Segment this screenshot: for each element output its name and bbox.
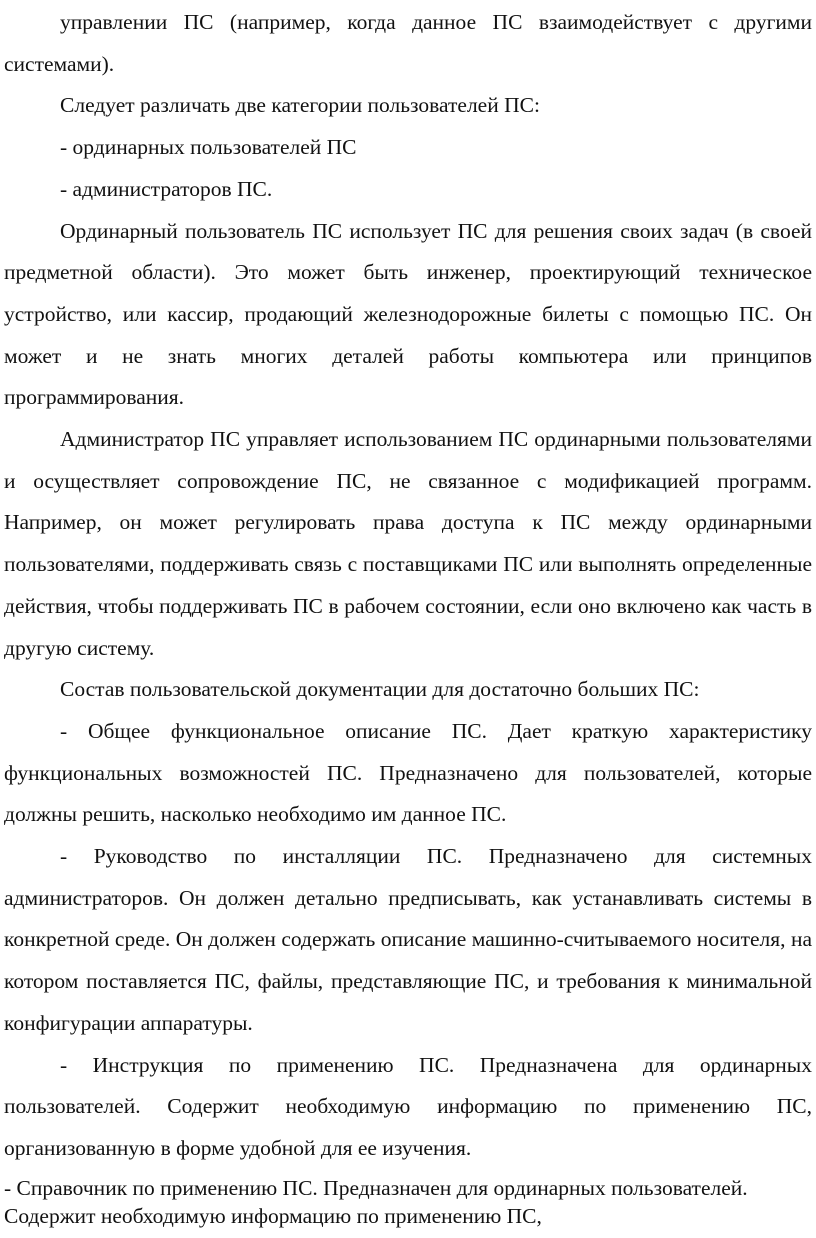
paragraph-categories-intro: Следует различать две категории пользователей ПС: (60, 93, 540, 118)
paragraph-administrator: Администратор ПС управляет использованием ПС ординарными пользователями и осуществляет сопровождение ПС, не связанное с модификацией программ. Например, он может регулировать права доступа к ПС между ординарными пользователями, поддерживать связь с поставщиками ПС или выполнять определенные действия, чтобы поддерживать ПС в рабочем состоянии, если оно включено как часть в другую систему. (4, 427, 812, 660)
list-item-reference-guide: - Справочник по применению ПС. Предназначен для ординарных пользователей. Содержит необходимую информацию по применению ПС, (4, 1175, 748, 1228)
paragraph-ordinary-user: Ординарный пользователь ПС использует ПС для решения своих задач (в своей предметной области). Это может быть инженер, проектирующий техническое устройство, или кассир, продающий железнодорожные билеты с помощью ПС. Он может и не знать многих деталей работы компьютера или принципов программирования. (4, 218, 812, 410)
document-page (4, 2, 812, 1230)
list-item-functional-description: - Общее функциональное описание ПС. Дает краткую характеристику функциональных возможностей ПС. Предназначено для пользователей, которые должны решить, насколько необходимо им данное ПС. (4, 718, 812, 827)
paragraph-documentation-composition: Состав пользовательской документации для достаточно больших ПС: (60, 677, 700, 702)
list-item-usage-instruction: - Инструкция по применению ПС. Предназначена для ординарных пользователей. Содержит необходимую информацию по применению ПС, организованную в форме удобной для ее изучения. (4, 1052, 812, 1160)
paragraph-continuation: управлении ПС (например, когда данное ПС взаимодействует с другими системами). (4, 10, 812, 76)
list-item-ordinary-users: - ординарных пользователей ПС (60, 135, 357, 160)
list-item-installation-guide: - Руководство по инсталляции ПС. Предназначено для системных администраторов. Он должен детально предписывать, как устанавливать системы в конкретной среде. Он должен содержать описание машинно-считываемого носителя, на котором поставляется ПС, файлы, представляющие ПС, и требования к минимальной конфигурации аппаратуры. (4, 844, 812, 1035)
list-item-administrators: - администраторов ПС. (60, 176, 273, 201)
